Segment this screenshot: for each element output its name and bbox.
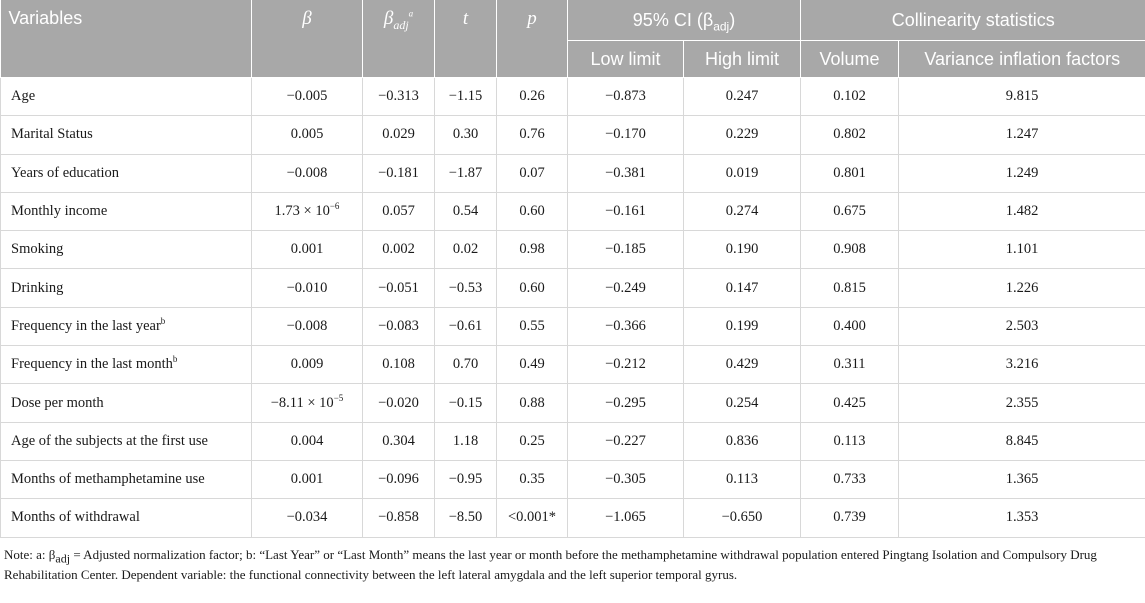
cell-variable: Dose per month: [1, 384, 252, 422]
cell-low-limit: −0.185: [568, 231, 684, 269]
header-vif: Variance inflation factors: [899, 41, 1145, 78]
cell-low-limit: −0.873: [568, 78, 684, 116]
cell-beta: −0.008: [252, 154, 363, 192]
cell-t: 0.02: [435, 231, 497, 269]
cell-p: 0.88: [497, 384, 568, 422]
header-variables: Variables: [1, 0, 252, 78]
cell-vif: 3.216: [899, 346, 1145, 384]
cell-low-limit: −0.366: [568, 307, 684, 345]
cell-beta: 0.005: [252, 116, 363, 154]
cell-vif: 1.226: [899, 269, 1145, 307]
table-row: [1, 422, 1145, 460]
table-row: [1, 346, 1145, 384]
cell-p: 0.98: [497, 231, 568, 269]
cell-volume: 0.113: [801, 422, 899, 460]
cell-high-limit: 0.836: [684, 422, 801, 460]
cell-beta: −0.034: [252, 499, 363, 537]
cell-high-limit: 0.229: [684, 116, 801, 154]
cell-beta-adj: −0.083: [363, 307, 435, 345]
cell-beta-adj: −0.051: [363, 269, 435, 307]
cell-vif: 1.101: [899, 231, 1145, 269]
cell-volume: 0.739: [801, 499, 899, 537]
cell-beta-adj: 0.057: [363, 192, 435, 230]
cell-p: 0.07: [497, 154, 568, 192]
cell-volume: 0.675: [801, 192, 899, 230]
cell-vif: 1.353: [899, 499, 1145, 537]
cell-beta: 0.001: [252, 231, 363, 269]
table-body: [1, 78, 1145, 538]
cell-high-limit: 0.190: [684, 231, 801, 269]
cell-t: −0.95: [435, 460, 497, 498]
cell-vif: 1.247: [899, 116, 1145, 154]
cell-variable: Frequency in the last year$^b$: [1, 307, 252, 345]
cell-beta-adj: 0.002: [363, 231, 435, 269]
table-row: [1, 231, 1145, 269]
cell-beta-adj: −0.858: [363, 499, 435, 537]
cell-t: 0.30: [435, 116, 497, 154]
cell-high-limit: 0.147: [684, 269, 801, 307]
cell-high-limit: 0.113: [684, 460, 801, 498]
cell-high-limit: 0.274: [684, 192, 801, 230]
cell-low-limit: −0.381: [568, 154, 684, 192]
cell-p: 0.55: [497, 307, 568, 345]
table-note: Note: a: $\beta_{adj}$ = Adjusted normalization factor; b: “Last Year” or “Last Month” means the last year or month before the methamphetamine withdrawal population entered Pingtang Isolation and Compulsory Drug Rehabilitation Center. Dependent variable: the functional connectivity between the left lateral amygdala and the left superior temporal gyrus.: [4, 546, 1097, 582]
cell-beta: $1.73 \times 10^{-6}$: [252, 192, 363, 230]
cell-p: 0.60: [497, 269, 568, 307]
cell-beta: 0.009: [252, 346, 363, 384]
cell-t: 0.70: [435, 346, 497, 384]
cell-variable: Monthly income: [1, 192, 252, 230]
cell-volume: 0.400: [801, 307, 899, 345]
cell-high-limit: 0.199: [684, 307, 801, 345]
cell-beta-adj: 0.108: [363, 346, 435, 384]
cell-low-limit: −0.305: [568, 460, 684, 498]
table-row: [1, 116, 1145, 154]
cell-low-limit: −0.249: [568, 269, 684, 307]
table-row: [1, 192, 1145, 230]
cell-beta: $-8.11 \times 10^{-5}$: [252, 384, 363, 422]
cell-high-limit: −0.650: [684, 499, 801, 537]
cell-t: −0.53: [435, 269, 497, 307]
header-collinearity: Collinearity statistics: [801, 0, 1145, 41]
table-row: [1, 384, 1145, 422]
header-p: p: [497, 0, 568, 78]
cell-p: 0.49: [497, 346, 568, 384]
cell-beta-adj: 0.029: [363, 116, 435, 154]
header-low-limit: Low limit: [568, 41, 684, 78]
cell-p: 0.35: [497, 460, 568, 498]
header-beta: β: [252, 0, 363, 78]
cell-variable: Marital Status: [1, 116, 252, 154]
cell-p: 0.25: [497, 422, 568, 460]
cell-t: 1.18: [435, 422, 497, 460]
cell-variable: Months of withdrawal: [1, 499, 252, 537]
cell-low-limit: −0.161: [568, 192, 684, 230]
cell-beta: −0.005: [252, 78, 363, 116]
cell-vif: 2.503: [899, 307, 1145, 345]
cell-low-limit: −0.212: [568, 346, 684, 384]
header-ci: 95% CI $(\beta_{adj})$: [568, 0, 801, 41]
cell-high-limit: 0.254: [684, 384, 801, 422]
table-row: [1, 499, 1145, 537]
cell-low-limit: −0.227: [568, 422, 684, 460]
cell-variable: Smoking: [1, 231, 252, 269]
cell-vif: 1.482: [899, 192, 1145, 230]
header-t: t: [435, 0, 497, 78]
header-volume: Volume: [801, 41, 899, 78]
cell-low-limit: −0.170: [568, 116, 684, 154]
cell-p: <0.001*: [497, 499, 568, 537]
cell-beta: −0.008: [252, 307, 363, 345]
cell-beta: −0.010: [252, 269, 363, 307]
cell-beta-adj: −0.181: [363, 154, 435, 192]
cell-beta: 0.004: [252, 422, 363, 460]
cell-high-limit: 0.429: [684, 346, 801, 384]
cell-vif: 9.815: [899, 78, 1145, 116]
cell-variable: Drinking: [1, 269, 252, 307]
cell-high-limit: 0.019: [684, 154, 801, 192]
cell-beta-adj: 0.304: [363, 422, 435, 460]
cell-beta-adj: −0.020: [363, 384, 435, 422]
cell-low-limit: −0.295: [568, 384, 684, 422]
table-row: [1, 154, 1145, 192]
cell-t: −1.15: [435, 78, 497, 116]
table-row: [1, 269, 1145, 307]
cell-beta-adj: −0.313: [363, 78, 435, 116]
cell-t: −0.61: [435, 307, 497, 345]
cell-vif: 8.845: [899, 422, 1145, 460]
cell-p: 0.26: [497, 78, 568, 116]
cell-volume: 0.801: [801, 154, 899, 192]
cell-beta: 0.001: [252, 460, 363, 498]
cell-p: 0.76: [497, 116, 568, 154]
cell-low-limit: −1.065: [568, 499, 684, 537]
cell-variable: Frequency in the last month$^b$: [1, 346, 252, 384]
cell-volume: 0.425: [801, 384, 899, 422]
table-row: [1, 307, 1145, 345]
cell-volume: 0.802: [801, 116, 899, 154]
table-row: [1, 460, 1145, 498]
cell-beta-adj: −0.096: [363, 460, 435, 498]
cell-vif: 2.355: [899, 384, 1145, 422]
cell-volume: 0.815: [801, 269, 899, 307]
cell-vif: 1.365: [899, 460, 1145, 498]
cell-volume: 0.908: [801, 231, 899, 269]
cell-t: 0.54: [435, 192, 497, 230]
cell-variable: Months of methamphetamine use: [1, 460, 252, 498]
cell-t: −8.50: [435, 499, 497, 537]
header-high-limit: High limit: [684, 41, 801, 78]
cell-variable: Age of the subjects at the first use: [1, 422, 252, 460]
cell-t: −1.87: [435, 154, 497, 192]
table-header: [1, 0, 1145, 78]
cell-p: 0.60: [497, 192, 568, 230]
cell-t: −0.15: [435, 384, 497, 422]
cell-variable: Age: [1, 78, 252, 116]
header-beta-adj: $\beta_{adj}^a$: [363, 0, 435, 78]
cell-volume: 0.102: [801, 78, 899, 116]
cell-variable: Years of education: [1, 154, 252, 192]
cell-high-limit: 0.247: [684, 78, 801, 116]
table-row: [1, 78, 1145, 116]
cell-vif: 1.249: [899, 154, 1145, 192]
cell-volume: 0.311: [801, 346, 899, 384]
cell-volume: 0.733: [801, 460, 899, 498]
